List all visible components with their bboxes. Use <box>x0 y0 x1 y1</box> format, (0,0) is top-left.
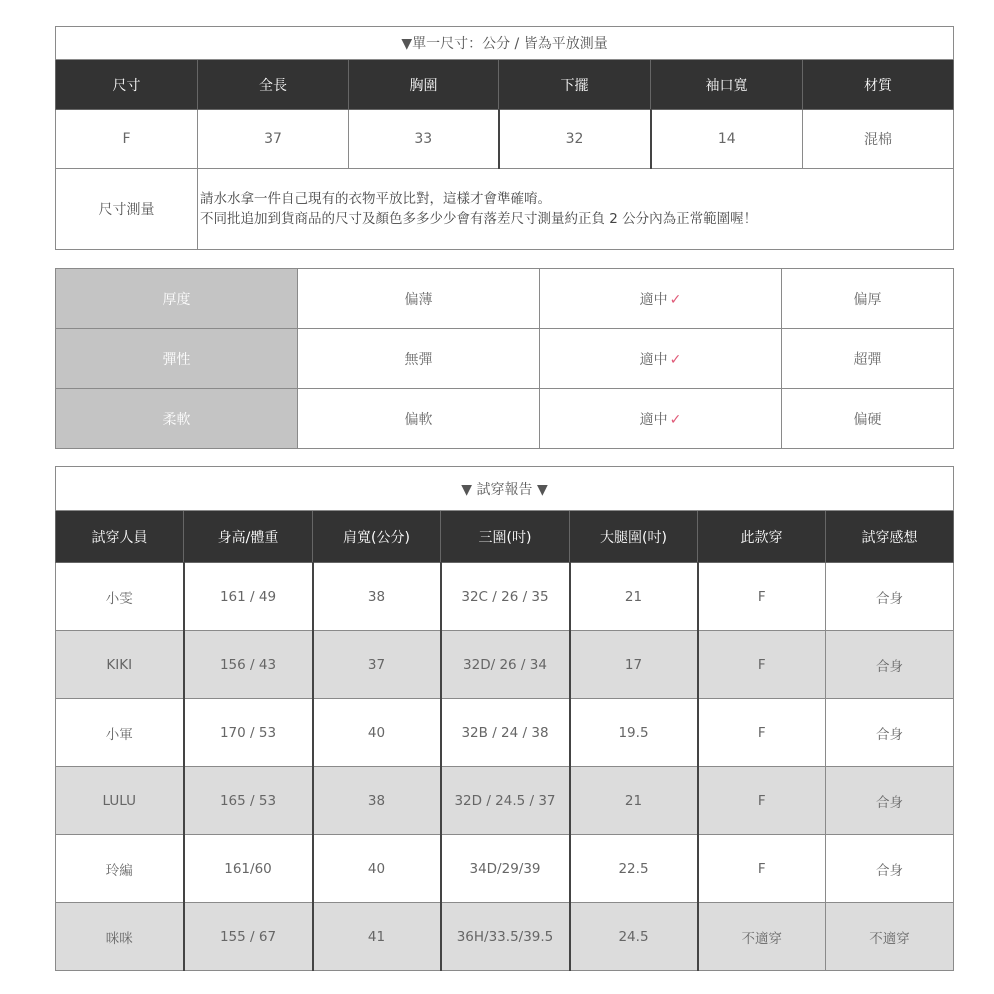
shoulder-width: 38 <box>313 563 441 631</box>
header-hem: 下擺 <box>499 60 651 110</box>
header-height-weight: 身高/體重 <box>184 511 313 563</box>
measurements: 32C / 26 / 35 <box>441 563 570 631</box>
measure-note-line-2: 不同批追加到貨商品的尺寸及顏色多多少少會有落差尺寸測量約正負 2 公分內為正常範圍喔！ <box>200 211 758 227</box>
thigh: 19.5 <box>570 699 698 767</box>
measure-note <box>198 169 954 250</box>
feel-option-label: 適中 <box>639 411 668 428</box>
model-name: 小雯 <box>56 563 184 631</box>
feel-option: 偏硬 <box>782 389 954 449</box>
header-chest: 胸圍 <box>349 60 499 110</box>
feel-row-softness <box>56 389 954 449</box>
shoulder-width: 41 <box>313 903 441 971</box>
size-worn: F <box>698 631 826 699</box>
table-row <box>56 767 954 835</box>
check-icon: ✓ <box>669 291 682 308</box>
try-on-header-row <box>56 511 954 563</box>
header-size: 尺寸 <box>56 60 198 110</box>
thigh: 22.5 <box>570 835 698 903</box>
size-worn: F <box>698 563 826 631</box>
size-worn: F <box>698 699 826 767</box>
feel-option-selected <box>540 389 782 449</box>
header-shoulder: 肩寬(公分) <box>313 511 441 563</box>
measurements: 32D/ 26 / 34 <box>441 631 570 699</box>
try-on-report-table <box>55 466 954 971</box>
value-size: F <box>56 110 198 169</box>
fit-feedback: 合身 <box>826 767 954 835</box>
measurements: 32D / 24.5 / 37 <box>441 767 570 835</box>
table-row <box>56 563 954 631</box>
height-weight: 161 / 49 <box>184 563 313 631</box>
feel-row-elasticity <box>56 329 954 389</box>
table-row <box>56 903 954 971</box>
feel-option: 偏厚 <box>782 269 954 329</box>
thigh: 21 <box>570 563 698 631</box>
thigh: 21 <box>570 767 698 835</box>
feel-option: 無彈 <box>298 329 540 389</box>
header-size-worn: 此款穿 <box>698 511 826 563</box>
measurements: 32B / 24 / 38 <box>441 699 570 767</box>
header-length: 全長 <box>198 60 349 110</box>
check-icon: ✓ <box>669 351 682 368</box>
measurements: 36H/33.5/39.5 <box>441 903 570 971</box>
table-row <box>56 699 954 767</box>
value-length: 37 <box>198 110 349 169</box>
model-name: LULU <box>56 767 184 835</box>
size-table-value-row <box>56 110 954 169</box>
header-model: 試穿人員 <box>56 511 184 563</box>
size-worn: F <box>698 767 826 835</box>
height-weight: 161/60 <box>184 835 313 903</box>
table-row <box>56 835 954 903</box>
thigh: 17 <box>570 631 698 699</box>
thigh: 24.5 <box>570 903 698 971</box>
size-table-caption: ▼單一尺寸：公分 / 皆為平放測量 <box>56 27 954 60</box>
feel-row-thickness <box>56 269 954 329</box>
feel-option-selected <box>540 269 782 329</box>
table-row <box>56 631 954 699</box>
feel-option-label: 適中 <box>639 351 668 368</box>
feel-option-selected <box>540 329 782 389</box>
fit-feedback: 不適穿 <box>826 903 954 971</box>
fabric-feel-table <box>55 268 954 449</box>
model-name: 小軍 <box>56 699 184 767</box>
height-weight: 165 / 53 <box>184 767 313 835</box>
header-material: 材質 <box>803 60 954 110</box>
size-table-header-row <box>56 60 954 110</box>
shoulder-width: 40 <box>313 835 441 903</box>
measurements: 34D/29/39 <box>441 835 570 903</box>
height-weight: 156 / 43 <box>184 631 313 699</box>
height-weight: 170 / 53 <box>184 699 313 767</box>
shoulder-width: 40 <box>313 699 441 767</box>
header-thigh: 大腿圍(吋) <box>570 511 698 563</box>
feel-option: 超彈 <box>782 329 954 389</box>
size-worn: F <box>698 835 826 903</box>
feel-option: 偏薄 <box>298 269 540 329</box>
model-name: 玲編 <box>56 835 184 903</box>
size-table <box>55 26 954 250</box>
fit-feedback: 合身 <box>826 563 954 631</box>
feel-label: 彈性 <box>56 329 298 389</box>
header-measurements: 三圍(吋) <box>441 511 570 563</box>
shoulder-width: 37 <box>313 631 441 699</box>
fit-feedback: 合身 <box>826 835 954 903</box>
feel-label: 厚度 <box>56 269 298 329</box>
model-name: 咪咪 <box>56 903 184 971</box>
value-material: 混棉 <box>803 110 954 169</box>
shoulder-width: 38 <box>313 767 441 835</box>
size-measure-row <box>56 169 954 250</box>
fit-feedback: 合身 <box>826 699 954 767</box>
header-feedback: 試穿感想 <box>826 511 954 563</box>
value-chest: 33 <box>349 110 499 169</box>
try-on-caption: ▼ 試穿報告 ▼ <box>56 467 954 511</box>
feel-label: 柔軟 <box>56 389 298 449</box>
feel-option: 偏軟 <box>298 389 540 449</box>
height-weight: 155 / 67 <box>184 903 313 971</box>
check-icon: ✓ <box>669 411 682 428</box>
size-worn: 不適穿 <box>698 903 826 971</box>
fit-feedback: 合身 <box>826 631 954 699</box>
header-cuff: 袖口寬 <box>651 60 803 110</box>
feel-option-label: 適中 <box>639 291 668 308</box>
measure-note-line-1: 請水水拿一件自己現有的衣物平放比對，這樣才會準確唷。 <box>200 191 551 207</box>
value-cuff: 14 <box>651 110 803 169</box>
measure-label: 尺寸測量 <box>56 169 198 250</box>
value-hem: 32 <box>499 110 651 169</box>
model-name: KIKI <box>56 631 184 699</box>
